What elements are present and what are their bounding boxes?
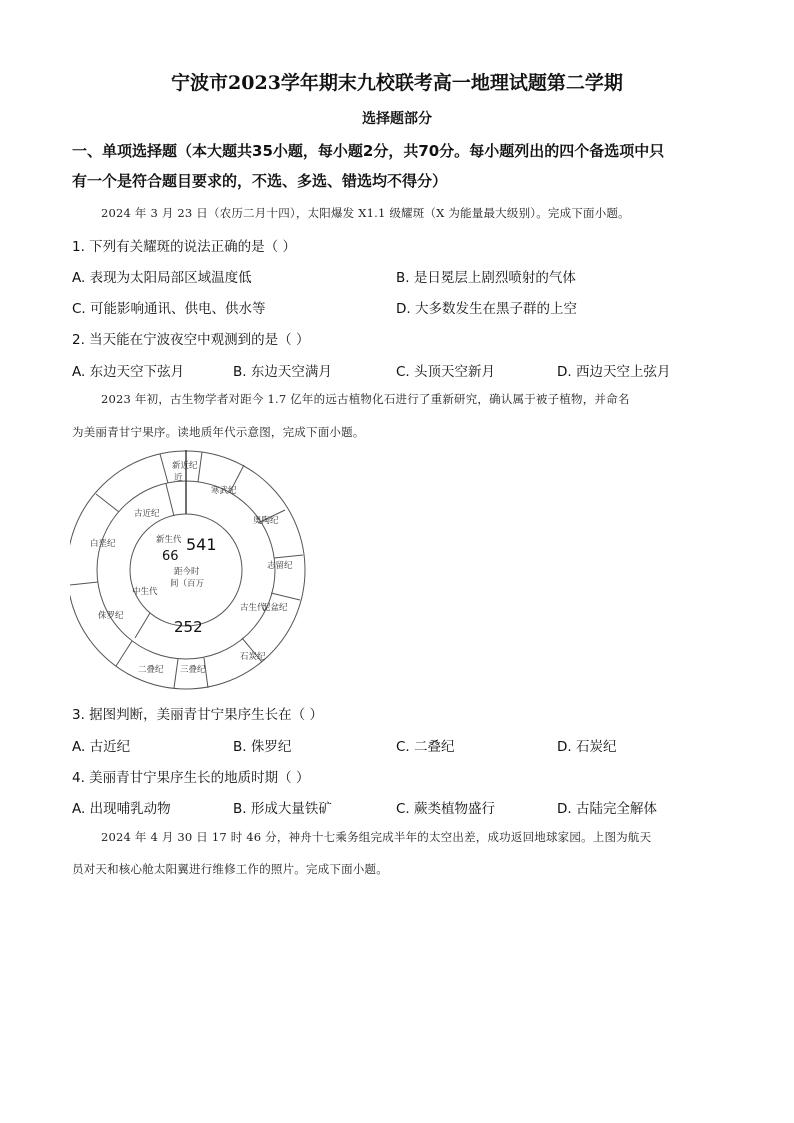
question-2-stem: 2. 当天能在宁波夜空中观测到的是（ ） [72,332,310,348]
era-label-paleozoic: 古生代 [240,603,266,613]
question-3-stem: 3. 据图判断，美丽青甘宁果序生长在（ ） [72,707,323,723]
q2-option-d[interactable]: D. 西边天空上弦月 [557,364,671,380]
q1-option-b[interactable]: B. 是日冕层上剧烈喷射的气体 [396,270,576,286]
q4-option-b[interactable]: B. 形成大量铁矿 [233,801,332,817]
intro-fossil-line1: 2023 年初，古生物学者对距今 1.7 亿年的远古植物化石进行了重新研究，确认属于被子植物，并命名 [101,392,630,406]
section-heading-line1: 一、单项选择题（本大题共35小题，每小题2分，共70分。每小题列出的四个备选项中只 [72,142,665,160]
section-heading-line2: 有一个是符合题目要求的，不选、多选、错选均不得分） [72,172,448,190]
q1-option-a[interactable]: A. 表现为太阳局部区域温度低 [72,270,252,286]
intro-shenzhou-line2: 员对天和核心舱太阳翼进行维修工作的照片。完成下面小题。 [72,862,388,876]
question-1-stem: 1. 下列有关耀斑的说法正确的是（ ） [72,239,296,255]
q3-option-a[interactable]: A. 古近纪 [72,739,131,755]
number-541: 541 [186,535,217,554]
period-label-cretaceous: 白垩纪 [90,539,116,549]
question-4-stem: 4. 美丽青甘宁果序生长的地质时期（ ） [72,770,310,786]
period-label-carboniferous: 石炭纪 [240,652,266,662]
era-label-mesozoic: 中生代 [132,587,158,597]
q4-option-d[interactable]: D. 古陆完全解体 [557,801,657,817]
q2-option-b[interactable]: B. 东边天空满月 [233,364,332,380]
q2-option-c[interactable]: C. 头顶天空新月 [396,364,496,380]
q2-option-a[interactable]: A. 东边天空下弦月 [72,364,185,380]
number-252: 252 [174,618,203,636]
q3-option-c[interactable]: C. 二叠纪 [396,739,455,755]
period-label-jin: 近 [174,473,183,483]
period-label-cambrian: 寒武纪 [211,486,237,496]
section-subtitle: 选择题部分 [362,111,432,127]
center-label-line1: 距今时 [174,567,200,577]
intro-fossil-line2: 为美丽青甘宁果序。读地质年代示意图，完成下面小题。 [72,425,365,439]
period-label-permian: 二叠纪 [138,665,164,675]
number-66: 66 [162,549,179,564]
q3-option-d[interactable]: D. 石炭纪 [557,739,617,755]
page-title: 宁波市2023学年期末九校联考高一地理试题第二学期 [171,72,623,94]
era-label-cenozoic: 新生代 [156,535,182,545]
period-label-triassic: 三叠纪 [180,665,206,675]
q3-option-b[interactable]: B. 侏罗纪 [233,739,292,755]
q1-option-c[interactable]: C. 可能影响通讯、供电、供水等 [72,301,266,317]
period-label-paleogene: 古近纪 [134,509,160,519]
geologic-time-diagram [70,450,320,690]
intro-shenzhou-line1: 2024 年 4 月 30 日 17 时 46 分，神舟十七乘务组完成半年的太空出差，成功返回地球家园。上图为航天 [101,830,652,844]
q4-option-c[interactable]: C. 蕨类植物盛行 [396,801,496,817]
period-label-devonian: 泥盆纪 [262,603,288,613]
period-label-silurian: 志留纪 [267,561,293,571]
center-label-line2: 间（百万 [170,579,205,589]
period-label-ordovician: 奥陶纪 [253,516,279,526]
intro-solar-flare: 2024 年 3 月 23 日（农历二月十四），太阳爆发 X1.1 级耀斑（X 为能量最大级别）。完成下面小题。 [101,206,630,220]
period-label-neogene: 新近纪 [172,461,198,471]
period-label-jurassic: 侏罗纪 [98,611,124,621]
q1-option-d[interactable]: D. 大多数发生在黑子群的上空 [396,301,577,317]
q4-option-a[interactable]: A. 出现哺乳动物 [72,801,171,817]
